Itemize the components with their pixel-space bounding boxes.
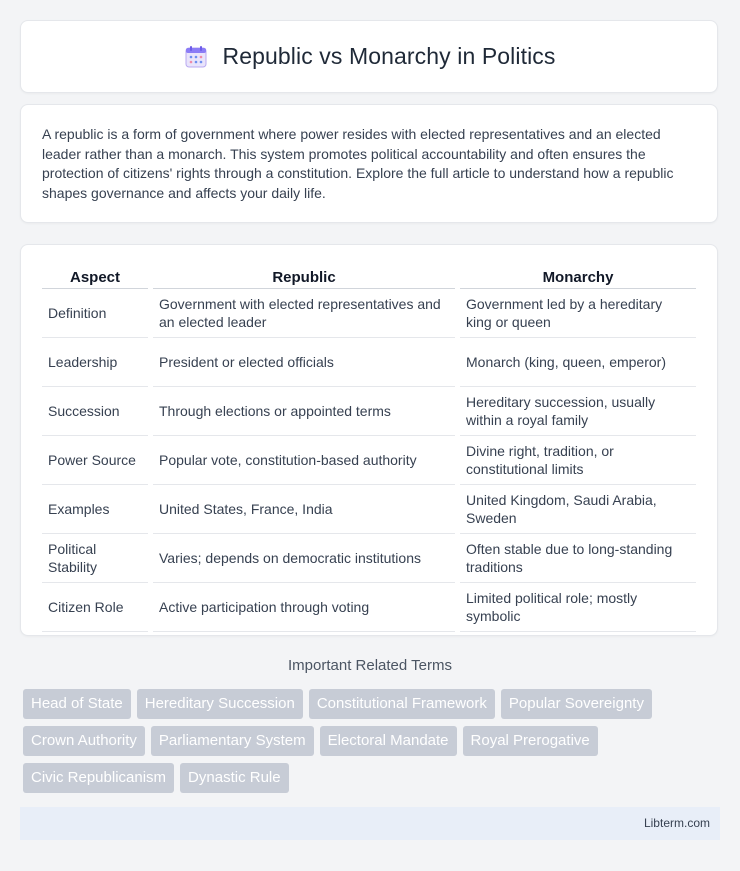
cell-aspect: Succession — [42, 387, 148, 436]
table-row — [42, 485, 696, 534]
cell-monarchy: Monarch (king, queen, emperor) — [460, 338, 696, 387]
cell-aspect: Definition — [42, 289, 148, 338]
cell-monarchy: Hereditary succession, usually within a royal family — [460, 387, 696, 436]
related-term-tag[interactable]: Head of State — [23, 689, 131, 719]
cell-monarchy: Government led by a hereditary king or queen — [460, 289, 696, 338]
table-row — [42, 534, 696, 583]
related-terms-list — [23, 689, 723, 793]
related-term-tag[interactable]: Parliamentary System — [151, 726, 314, 756]
related-term-tag[interactable]: Dynastic Rule — [180, 763, 289, 793]
header-aspect: Aspect — [42, 265, 148, 289]
cell-monarchy: Divine right, tradition, or constitutional limits — [460, 436, 696, 485]
related-term-tag[interactable]: Crown Authority — [23, 726, 145, 756]
related-term-tag[interactable]: Electoral Mandate — [320, 726, 457, 756]
table-row — [42, 338, 696, 387]
table-header-row — [42, 265, 696, 289]
cell-monarchy: Limited political role; mostly symbolic — [460, 583, 696, 632]
footer — [20, 807, 720, 840]
cell-republic: United States, France, India — [153, 485, 455, 534]
cell-republic: Through elections or appointed terms — [153, 387, 455, 436]
intro-text: A republic is a form of government where power resides with elected representatives and an elected leader rather than a monarch. This system promotes political accountability and often ensures the protection of citizens' rights through a constitution. Explore the full article to understand how a republic shapes governance and affects your daily life. — [42, 126, 674, 201]
cell-aspect: Examples — [42, 485, 148, 534]
table-row — [42, 387, 696, 436]
related-term-tag[interactable]: Royal Prerogative — [463, 726, 598, 756]
cell-aspect: Leadership — [42, 338, 148, 387]
cell-monarchy: Often stable due to long-standing traditions — [460, 534, 696, 583]
footer-site-link[interactable]: Libterm.com — [643, 816, 710, 830]
page-title: Republic vs Monarchy in Politics — [222, 43, 556, 69]
cell-republic: President or elected officials — [153, 338, 455, 387]
cell-republic: Varies; depends on democratic institutions — [153, 534, 455, 583]
cell-aspect: Citizen Role — [42, 583, 148, 632]
table-row — [42, 583, 696, 632]
related-term-tag[interactable]: Hereditary Succession — [137, 689, 303, 719]
header-republic: Republic — [153, 265, 455, 289]
related-terms-title: Important Related Terms — [288, 657, 452, 674]
calendar-icon — [183, 44, 209, 70]
cell-republic: Active participation through voting — [153, 583, 455, 632]
cell-republic: Popular vote, constitution-based authority — [153, 436, 455, 485]
cell-aspect: Power Source — [42, 436, 148, 485]
intro-card — [20, 104, 718, 223]
table-row — [42, 436, 696, 485]
comparison-table-card — [20, 244, 718, 636]
cell-monarchy: United Kingdom, Saudi Arabia, Sweden — [460, 485, 696, 534]
cell-aspect: Political Stability — [42, 534, 148, 583]
cell-republic: Government with elected representatives and an elected leader — [153, 289, 455, 338]
related-term-tag[interactable]: Civic Republicanism — [23, 763, 174, 793]
table-row — [42, 289, 696, 338]
related-term-tag[interactable]: Constitutional Framework — [309, 689, 495, 719]
header-card — [20, 20, 718, 93]
header-monarchy: Monarchy — [460, 265, 696, 289]
comparison-table — [37, 265, 701, 632]
related-term-tag[interactable]: Popular Sovereignty — [501, 689, 652, 719]
title-wrap — [183, 43, 556, 70]
